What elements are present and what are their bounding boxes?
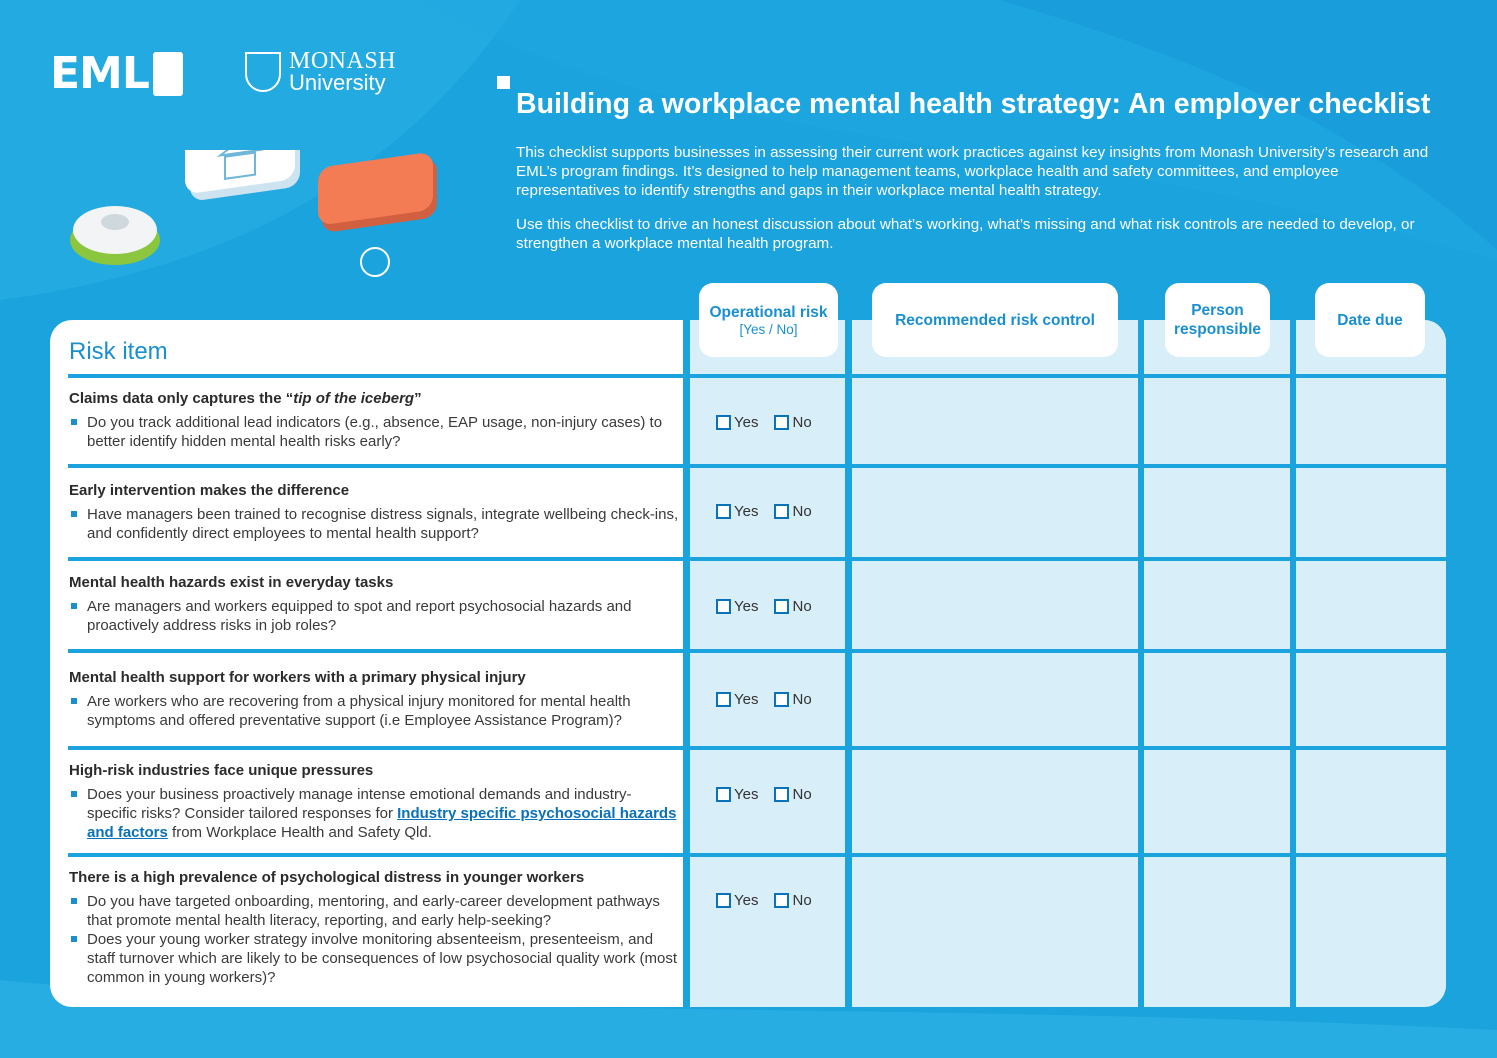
risk-row-4-bullet: Are workers who are recovering from a physical injury monitored for mental health symptoms and offered preventative support (i.e Employee Assistance Program)? <box>69 692 679 730</box>
monash-wordmark: MONASH <box>289 48 397 74</box>
risk-row-3 <box>69 574 679 635</box>
row-4-no-checkbox[interactable] <box>774 692 789 707</box>
risk-row-2-yes-no <box>716 503 812 520</box>
column-divider <box>1290 320 1296 1007</box>
yes-label: Yes <box>734 503 759 520</box>
row-divider <box>68 853 1446 857</box>
row-1-yes-checkbox[interactable] <box>716 415 731 430</box>
row-2-yes-checkbox[interactable] <box>716 504 731 519</box>
column-divider <box>683 320 690 1007</box>
risk-row-5-yes-no <box>716 786 812 803</box>
no-label: No <box>792 786 812 803</box>
row-1-no-checkbox[interactable] <box>774 415 789 430</box>
row-5-yes-checkbox[interactable] <box>716 787 731 802</box>
row-4-yes-checkbox[interactable] <box>716 692 731 707</box>
gear-icon <box>70 206 160 265</box>
date-due-header <box>1315 283 1425 357</box>
title-square-marker <box>497 76 510 89</box>
risk-row-2-bullet: Have managers been trained to recognise distress signals, integrate wellbeing check-ins, and confidently direct employees to mental health support? <box>69 505 679 543</box>
yes-label: Yes <box>734 691 759 708</box>
monash-crest-icon <box>245 52 281 92</box>
risk-row-5 <box>69 762 679 842</box>
risk-row-4 <box>69 669 679 730</box>
column-divider <box>845 320 852 1007</box>
yes-label: Yes <box>734 892 759 909</box>
risk-row-3-yes-no <box>716 598 812 615</box>
no-label: No <box>792 598 812 615</box>
risk-row-6 <box>69 869 679 987</box>
no-label: No <box>792 414 812 431</box>
yes-label: Yes <box>734 598 759 615</box>
monash-university-wordmark: University <box>289 70 386 95</box>
risk-row-5-bullet: Does your business proactively manage intense emotional demands and industry-specific risks? Consider tailored responses for Industry specific psychosocial hazards and factors from Workplace Health and Safety Qld. <box>69 785 679 842</box>
yes-label: Yes <box>734 786 759 803</box>
recommended-risk-control-label: Recommended risk control <box>895 311 1095 329</box>
no-label: No <box>792 503 812 520</box>
intro-text <box>516 143 1446 268</box>
risk-row-4-yes-no <box>716 691 812 708</box>
operational-risk-header-label: Operational risk <box>709 303 828 321</box>
row-divider <box>68 464 1446 468</box>
recommended-risk-control-header <box>872 283 1118 357</box>
eml-logo <box>50 48 183 99</box>
risk-row-6-bullet-1: Do you have targeted onboarding, mentoring, and early-career development pathways that promote mental health literacy, reporting, and early help-seeking? <box>69 892 679 930</box>
row-divider <box>68 649 1446 653</box>
row-divider <box>68 746 1446 750</box>
yes-label: Yes <box>734 414 759 431</box>
column-divider <box>1138 320 1144 1007</box>
industry-hazards-link[interactable]: Industry specific psychosocial hazards and factors <box>87 805 677 841</box>
no-label: No <box>792 691 812 708</box>
person-responsible-header <box>1165 283 1270 357</box>
row-6-no-checkbox[interactable] <box>774 893 789 908</box>
risk-row-4-title: Mental health support for workers with a primary physical injury <box>69 669 526 686</box>
person-responsible-label-1: Person <box>1191 302 1244 319</box>
risk-row-6-bullet-2: Does your young worker strategy involve monitoring absenteeism, presenteeism, and staff turnover which are likely to be consequences of low psychosocial quality work (most common in young workers)? <box>69 930 679 987</box>
risk-row-1 <box>69 390 679 451</box>
intro-paragraph-2: Use this checklist to drive an honest discussion about what’s working, what’s missing and what risk controls are needed to develop, or strengthen a workplace mental health program. <box>516 216 1415 252</box>
operational-risk-header-sub: [Yes / No] <box>739 321 798 337</box>
risk-row-3-title: Mental health hazards exist in everyday tasks <box>69 574 394 591</box>
row-divider <box>68 374 1446 378</box>
risk-row-6-title: There is a high prevalence of psychological distress in younger workers <box>69 869 585 886</box>
header-illustration <box>60 150 450 280</box>
row-3-yes-checkbox[interactable] <box>716 599 731 614</box>
intro-paragraph-1: This checklist supports businesses in assessing their current work practices against key insights from Monash University’s research and EML’s program findings. It’s designed to help management teams, workplace health and safety committees, and employee representatives to identify strengths and gaps in their workplace mental health strategy. <box>516 144 1429 199</box>
eml-face-icon <box>153 52 183 96</box>
page-title: Building a workplace mental health strategy: An employer checklist <box>516 88 1431 120</box>
person-responsible-label-2: responsible <box>1174 321 1261 338</box>
monash-logo <box>245 50 396 94</box>
risk-item-header: Risk item <box>69 338 168 365</box>
risk-row-6-yes-no <box>716 892 812 909</box>
no-label: No <box>792 892 812 909</box>
risk-row-1-title: Claims data only captures the “tip of the iceberg” <box>69 390 422 407</box>
row-5-no-checkbox[interactable] <box>774 787 789 802</box>
risk-row-3-bullet: Are managers and workers equipped to spot and report psychosocial hazards and proactively address risks in job roles? <box>69 597 679 635</box>
row-divider <box>68 557 1446 561</box>
heart-brain-card-icon <box>318 152 437 276</box>
operational-risk-header <box>699 283 838 357</box>
building-card-icon <box>185 150 300 202</box>
risk-row-1-bullet: Do you track additional lead indicators (e.g., absence, EAP usage, non-injury cases) to better identify hidden mental health risks early? <box>69 413 679 451</box>
risk-row-5-title: High-risk industries face unique pressures <box>69 762 374 779</box>
row-2-no-checkbox[interactable] <box>774 504 789 519</box>
risk-row-2-title: Early intervention makes the difference <box>69 482 350 499</box>
row-3-no-checkbox[interactable] <box>774 599 789 614</box>
risk-row-2 <box>69 482 679 543</box>
date-due-label: Date due <box>1337 311 1403 329</box>
row-6-yes-checkbox[interactable] <box>716 893 731 908</box>
eml-wordmark: EML <box>50 48 149 99</box>
risk-row-1-yes-no <box>716 414 812 431</box>
